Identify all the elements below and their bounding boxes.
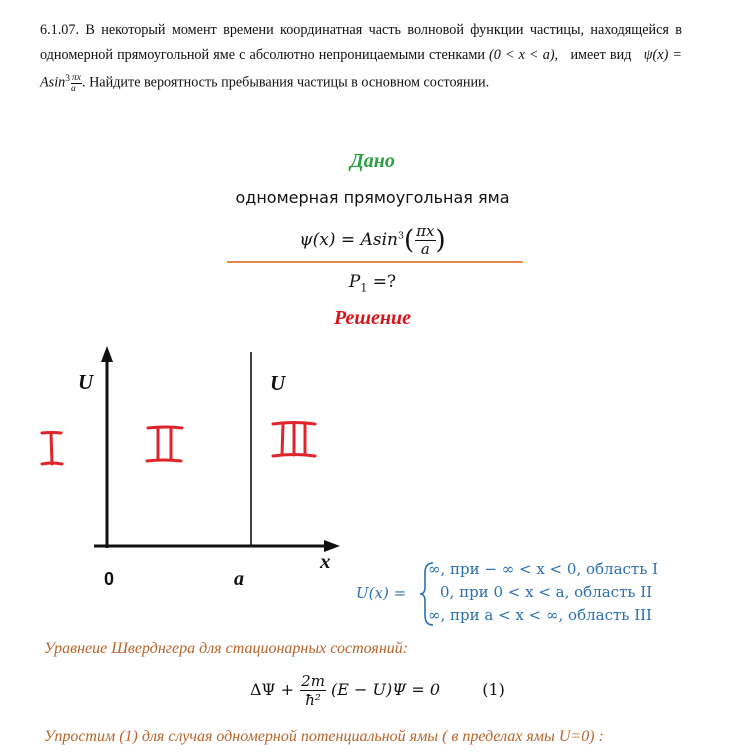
region-2-label — [147, 427, 182, 461]
given-well-type: одномерная прямоугольная яма — [235, 188, 510, 207]
problem-text-3: . Найдите вероятность пребывания частицы в основном состоянии. — [81, 74, 490, 91]
given-divider — [227, 261, 523, 263]
given-wavefunction: ψ(x) = Asin$^3$( $\frac{\pi x}{a}$ ) — [299, 222, 446, 258]
problem-psi-fraction: $\frac{\pi x}{a}$ — [70, 72, 81, 94]
problem-text-1: В некоторый момент времени координатная часть волновой функции частицы, находящейся в одномерной прямоугольной яме с абсолютно непроницаемыми стенками — [40, 22, 683, 63]
wall-a-label: a — [234, 568, 244, 590]
region-1-label — [42, 433, 62, 465]
given-find: $P_1$ =? — [348, 272, 397, 295]
potential-case-1: ∞, при − ∞ < x < 0, область I — [428, 560, 659, 578]
x-label: x — [320, 549, 331, 573]
potential-well-diagram — [0, 340, 360, 600]
potential-case-3: ∞, при a < x < ∞, область III — [428, 606, 652, 624]
potential-case-2: 0, при 0 < x < a, область II — [440, 583, 653, 601]
schrodinger-title: Уравнеие Шверднгера для стационарных состояний: — [44, 640, 409, 657]
problem-psi: ψ(x) = Asin — [40, 46, 682, 91]
schrodinger-equation: ΔΨ + $\frac{2m}{\text{ħ²}}$ (E − U)Ψ = 0 (1) — [250, 672, 505, 709]
simplify-text: Упростим (1) для случая одномерной потенциальной ямы ( в пределах ямы U=0) : — [44, 728, 604, 745]
solution-heading: Решение — [333, 307, 411, 329]
u-label-right: U — [270, 371, 286, 395]
problem-interval: (0 < x < a), — [489, 46, 559, 63]
equation-number: (1) — [482, 680, 505, 699]
given-heading: Дано — [350, 150, 395, 172]
origin-label: 0 — [104, 569, 115, 589]
u-axis-arrow — [101, 346, 113, 362]
problem-psi-power: 3 — [65, 74, 70, 84]
potential-lhs: U(x) = — [356, 584, 407, 602]
problem-text-2: имеет вид — [570, 46, 632, 63]
region-3-label — [273, 423, 315, 457]
u-label-left: U — [78, 370, 94, 394]
problem-statement — [40, 18, 682, 95]
problem-number: 6.1.07. — [40, 22, 80, 38]
